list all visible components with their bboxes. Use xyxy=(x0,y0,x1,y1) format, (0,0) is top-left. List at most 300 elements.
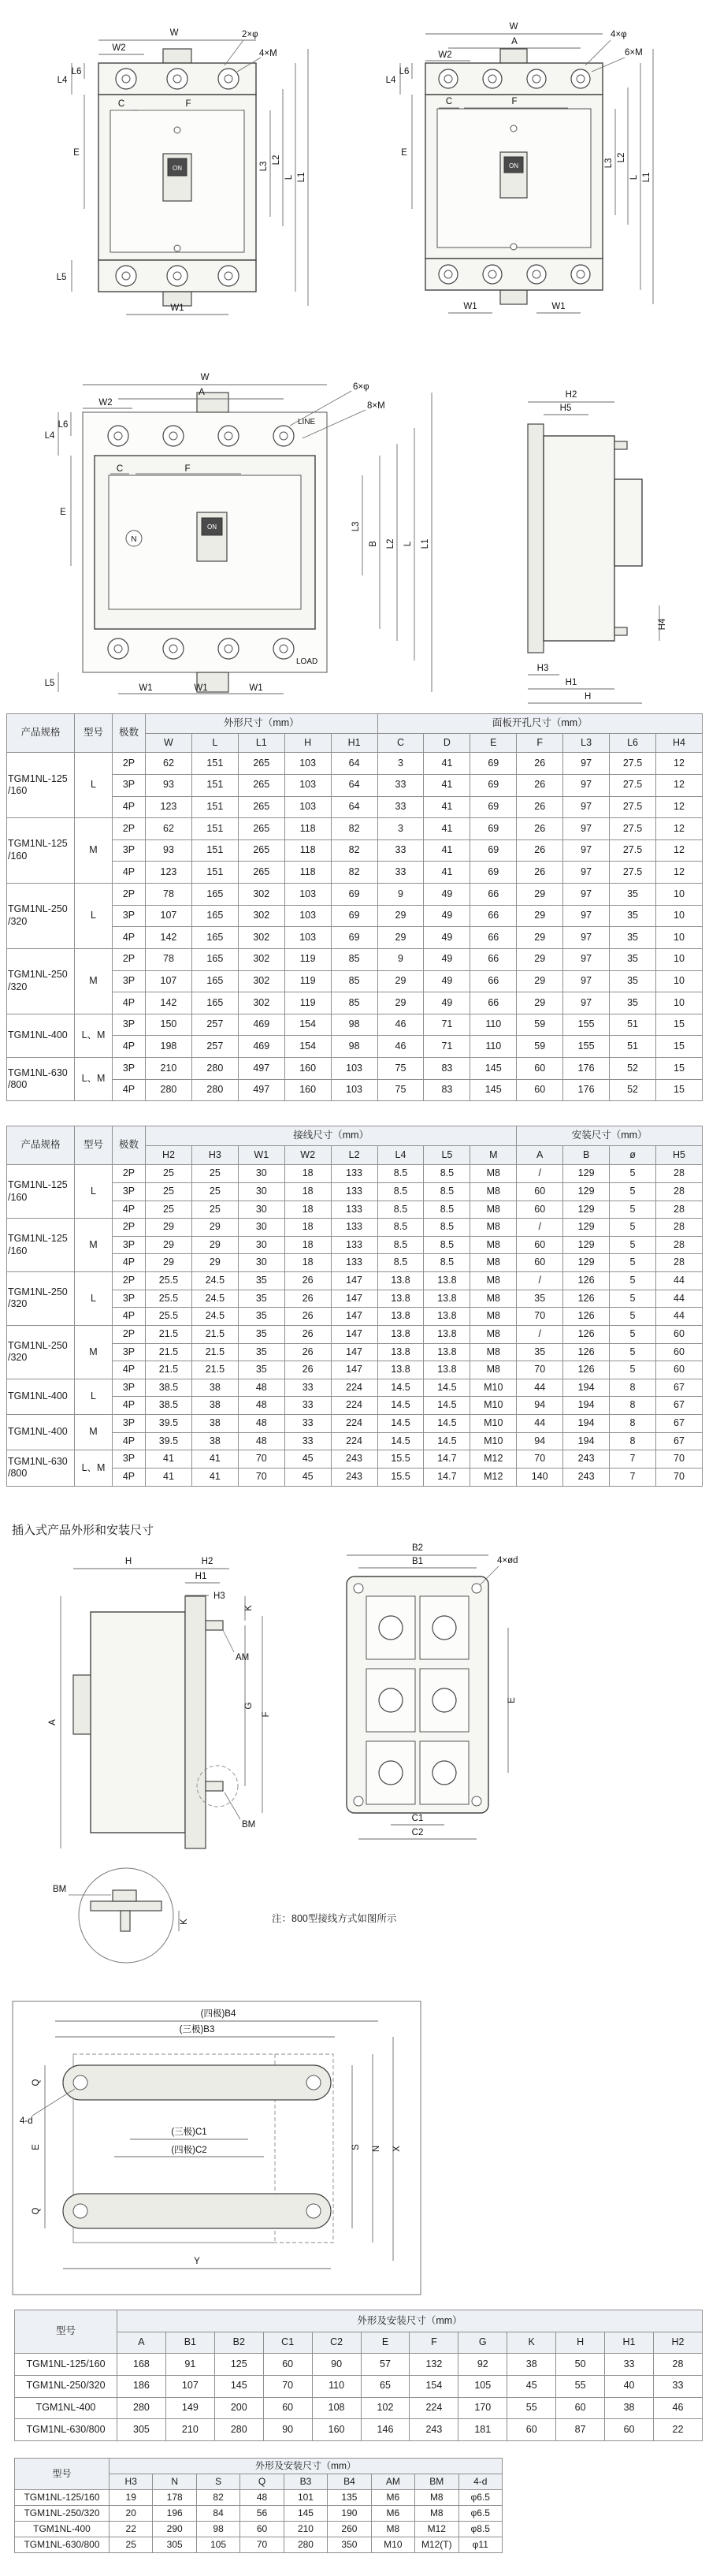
table-cell: 5 xyxy=(610,1201,656,1219)
dim-label-a: A xyxy=(48,1719,58,1725)
table-cell: 30 xyxy=(238,1219,284,1237)
table-cell: 190 xyxy=(328,2506,371,2522)
table-cell: 18 xyxy=(284,1165,331,1183)
poles-cell: 3P xyxy=(113,1182,146,1201)
table-cell: M8 xyxy=(470,1254,517,1272)
table-cell: 44 xyxy=(655,1290,702,1308)
table-cell: 75 xyxy=(377,1079,424,1101)
table-cell: 49 xyxy=(424,992,470,1014)
table-cell: 67 xyxy=(655,1397,702,1415)
table-cell: φ6.5 xyxy=(458,2490,503,2506)
table-cell: 25 xyxy=(146,1165,192,1183)
column-header: E xyxy=(361,2332,410,2354)
table-cell: 49 xyxy=(424,905,470,927)
table-cell: 64 xyxy=(331,753,377,775)
table-cell: 49 xyxy=(424,927,470,949)
table-cell: 13.8 xyxy=(377,1272,424,1290)
dim-label-f: F xyxy=(184,464,191,474)
dim-label-h2: H2 xyxy=(565,390,577,400)
table-cell: 8 xyxy=(610,1415,656,1433)
table-cell: 70 xyxy=(655,1450,702,1469)
table-cell: 59 xyxy=(517,1014,563,1036)
table-cell: 48 xyxy=(238,1415,284,1433)
table-cell: 133 xyxy=(331,1219,377,1237)
table-cell: 41 xyxy=(191,1468,238,1486)
column-header: H2 xyxy=(146,1145,192,1165)
operating-handle xyxy=(163,154,191,201)
table-cell: 119 xyxy=(284,970,331,992)
table-cell: 62 xyxy=(146,753,192,775)
table-cell: 147 xyxy=(331,1325,377,1343)
table-cell: 119 xyxy=(284,992,331,1014)
table-cell: 135 xyxy=(328,2490,371,2506)
column-header: 极数 xyxy=(113,1126,146,1165)
table-cell: 12 xyxy=(655,862,702,884)
table-cell: 10 xyxy=(655,948,702,970)
table-cell: 224 xyxy=(331,1415,377,1433)
product-spec-cell xyxy=(7,1219,75,1272)
table-cell: 33 xyxy=(653,2375,702,2397)
table-cell: 97 xyxy=(563,884,610,906)
table-cell: 35 xyxy=(238,1343,284,1361)
table-cell: 97 xyxy=(563,862,610,884)
table-cell: 280 xyxy=(284,2537,327,2553)
table-cell: 18 xyxy=(284,1236,331,1254)
table-cell: 22 xyxy=(653,2419,702,2441)
dim-label-l4: L4 xyxy=(44,431,55,441)
table-cell: 20 xyxy=(110,2506,153,2522)
table-cell: 15.5 xyxy=(377,1450,424,1469)
table-row xyxy=(15,2506,503,2522)
table-cell: 8.5 xyxy=(424,1182,470,1201)
table-cell: 18 xyxy=(284,1219,331,1237)
model-cell: TGM1NL-250/320 xyxy=(15,2506,110,2522)
product-spec-cell xyxy=(7,1014,75,1057)
poles-cell: 3P xyxy=(113,1290,146,1308)
table-cell: 97 xyxy=(563,970,610,992)
poles-cell: 3P xyxy=(113,1379,146,1397)
table-cell: 302 xyxy=(238,970,284,992)
table-cell: 84 xyxy=(196,2506,239,2522)
table-cell: 35 xyxy=(238,1308,284,1326)
table-cell: 154 xyxy=(410,2375,458,2397)
dim-label-c: C xyxy=(116,464,124,474)
table-cell: 133 xyxy=(331,1201,377,1219)
table-cell: 94 xyxy=(517,1432,563,1450)
table-cell: 46 xyxy=(377,1014,424,1036)
table-row xyxy=(7,1325,703,1343)
table-cell: 14.5 xyxy=(424,1432,470,1450)
dim-label-h: H xyxy=(124,1557,132,1566)
table-row xyxy=(7,884,703,906)
table-cell: 12 xyxy=(655,818,702,840)
table-cell: 12 xyxy=(655,774,702,796)
table-header-row xyxy=(15,2459,503,2474)
table-cell: 145 xyxy=(470,1058,517,1080)
table-cell: 60 xyxy=(655,1361,702,1379)
breaker-side-profile xyxy=(528,424,642,653)
poles-cell: 3P xyxy=(113,1058,146,1080)
dim-label-e: E xyxy=(401,148,407,158)
table-row xyxy=(7,1415,703,1433)
table-cell: 129 xyxy=(563,1236,610,1254)
table-cell: 93 xyxy=(146,839,192,862)
table-cell: M6 xyxy=(371,2490,414,2506)
model-cell: L xyxy=(75,1379,113,1414)
table-cell: 13.8 xyxy=(377,1361,424,1379)
table-cell: 85 xyxy=(331,948,377,970)
table-cell: 186 xyxy=(117,2375,166,2397)
poles-cell: 2P xyxy=(113,1272,146,1290)
table-cell: 103 xyxy=(284,796,331,818)
table-cell: M12(T) xyxy=(415,2537,458,2553)
table-cell: 129 xyxy=(563,1182,610,1201)
column-header: G xyxy=(458,2332,507,2354)
table-cell: 45 xyxy=(507,2375,556,2397)
table-cell: 69 xyxy=(470,839,517,862)
table-cell: 5 xyxy=(610,1182,656,1201)
table-cell: M12 xyxy=(470,1450,517,1469)
table-cell: 8 xyxy=(610,1432,656,1450)
table-cell: M10 xyxy=(470,1397,517,1415)
table-cell: 38 xyxy=(605,2397,654,2419)
table-cell: 66 xyxy=(470,927,517,949)
product-spec-line: TGM1NL-125 xyxy=(8,838,68,850)
table-cell: 194 xyxy=(563,1415,610,1433)
table-cell: 65 xyxy=(361,2375,410,2397)
holes-callout: 6×φ xyxy=(353,382,369,392)
table-cell: 90 xyxy=(312,2354,361,2376)
table-cell: 39.5 xyxy=(146,1432,192,1450)
table-cell: 103 xyxy=(284,927,331,949)
table-cell: 142 xyxy=(146,927,192,949)
dim-label-c1: C1 xyxy=(411,1814,424,1823)
holes-callout: 6×M xyxy=(625,48,643,58)
table-cell: M8 xyxy=(470,1308,517,1326)
table-cell: 9 xyxy=(377,884,424,906)
table-cell: 5 xyxy=(610,1343,656,1361)
model-cell: M xyxy=(75,1325,113,1379)
table-cell: 105 xyxy=(458,2375,507,2397)
table-cell: 305 xyxy=(117,2419,166,2441)
table-cell: 8.5 xyxy=(377,1182,424,1201)
dim-label-g: G xyxy=(244,1702,254,1710)
table-cell: 49 xyxy=(424,948,470,970)
column-header: C1 xyxy=(263,2332,312,2354)
table-cell: 5 xyxy=(610,1290,656,1308)
table-cell: 7 xyxy=(610,1468,656,1486)
table-cell: 71 xyxy=(424,1014,470,1036)
table-cell: 48 xyxy=(240,2490,284,2506)
table-cell: 26 xyxy=(284,1343,331,1361)
dim-label-w1: W1 xyxy=(139,683,153,693)
table-cell: 280 xyxy=(214,2419,263,2441)
table-cell: 48 xyxy=(238,1397,284,1415)
column-header: H5 xyxy=(655,1145,702,1165)
table-cell: 13.8 xyxy=(424,1325,470,1343)
poles-cell: 4P xyxy=(113,1254,146,1272)
column-header: L xyxy=(191,733,238,753)
table-cell: 13.8 xyxy=(377,1308,424,1326)
table-cell: 25 xyxy=(146,1201,192,1219)
table-cell: 165 xyxy=(191,927,238,949)
table-cell: 110 xyxy=(312,2375,361,2397)
table-cell: 60 xyxy=(517,1182,563,1201)
table-cell: 60 xyxy=(263,2354,312,2376)
column-header: B3 xyxy=(284,2474,327,2490)
table-cell: 60 xyxy=(263,2397,312,2419)
table-cell: 91 xyxy=(165,2354,214,2376)
table-cell: 165 xyxy=(191,884,238,906)
table-cell: 5 xyxy=(610,1272,656,1290)
table-cell: 103 xyxy=(284,905,331,927)
drawing-mounting-plate xyxy=(311,1541,532,1856)
table-cell: 25.5 xyxy=(146,1272,192,1290)
table-cell: 35 xyxy=(238,1361,284,1379)
table-cell: 19 xyxy=(110,2490,153,2506)
table-cell: M6 xyxy=(371,2506,414,2522)
model-cell: M xyxy=(75,1415,113,1450)
table-cell: 101 xyxy=(284,2490,327,2506)
dim-label-l: L xyxy=(629,174,639,181)
product-spec-line: TGM1NL-125 xyxy=(8,772,68,784)
table-cell: 118 xyxy=(284,839,331,862)
table-cell: 21.5 xyxy=(191,1325,238,1343)
table-cell: 69 xyxy=(331,884,377,906)
table-cell: 21.5 xyxy=(191,1343,238,1361)
table-cell: 151 xyxy=(191,796,238,818)
table-cell: 94 xyxy=(517,1397,563,1415)
column-header: BM xyxy=(415,2474,458,2490)
table-cell: 265 xyxy=(238,753,284,775)
column-header: A xyxy=(517,1145,563,1165)
table-cell: 70 xyxy=(238,1450,284,1469)
detail-circle xyxy=(53,1868,189,1963)
table-cell: 25 xyxy=(110,2537,153,2553)
dim-label-l2: L2 xyxy=(386,538,395,549)
table-cell: 224 xyxy=(331,1432,377,1450)
table-cell: 302 xyxy=(238,992,284,1014)
dim-label-l: L xyxy=(284,174,294,181)
table-cell: 147 xyxy=(331,1343,377,1361)
table-cell: 302 xyxy=(238,884,284,906)
line-terminal-label: LINE xyxy=(298,418,316,426)
table-cell: / xyxy=(517,1219,563,1237)
table-cell: 26 xyxy=(284,1361,331,1379)
table-cell: M8 xyxy=(415,2490,458,2506)
table-cell: 469 xyxy=(238,1014,284,1036)
dim-label-a: A xyxy=(511,37,518,47)
table-cell: 243 xyxy=(410,2419,458,2441)
holes-callout-4d: 4-d xyxy=(20,2116,33,2126)
table-cell: 64 xyxy=(331,774,377,796)
table-cell: 13.8 xyxy=(424,1272,470,1290)
table-cell: 103 xyxy=(284,884,331,906)
column-header: L3 xyxy=(563,733,610,753)
product-spec-line: /160 xyxy=(8,1191,28,1203)
dim-label-c2: C2 xyxy=(411,1828,424,1837)
product-spec-line: /320 xyxy=(8,981,28,992)
dim-label-e: E xyxy=(73,148,80,158)
table-cell: 71 xyxy=(424,1036,470,1058)
table-cell: 224 xyxy=(331,1397,377,1415)
poles-cell: 3P xyxy=(113,1236,146,1254)
table-cell: 123 xyxy=(146,796,192,818)
dim-label-h: H xyxy=(585,692,592,702)
table-row xyxy=(7,1165,703,1183)
table-header-row xyxy=(7,714,703,734)
model-cell: TGM1NL-250/320 xyxy=(15,2375,117,2397)
column-header: H1 xyxy=(331,733,377,753)
column-header: W1 xyxy=(238,1145,284,1165)
table-cell: 78 xyxy=(146,884,192,906)
product-spec-cell xyxy=(7,1450,75,1486)
table-cell: 224 xyxy=(331,1379,377,1397)
dim-label-c1: (三极)C1 xyxy=(171,2127,207,2137)
detail-label-bm: BM xyxy=(53,1885,67,1894)
table-cell: 41 xyxy=(424,839,470,862)
table-cell: 8.5 xyxy=(424,1236,470,1254)
table-cell: 82 xyxy=(331,862,377,884)
table-cell: 280 xyxy=(146,1079,192,1101)
table-cell: 8.5 xyxy=(424,1254,470,1272)
poles-cell: 4P xyxy=(113,1079,146,1101)
column-header: ø xyxy=(610,1145,656,1165)
holes-callout: 8×M xyxy=(367,401,385,411)
table-cell: 87 xyxy=(556,2419,605,2441)
table-cell: 46 xyxy=(377,1036,424,1058)
table-cell: 44 xyxy=(517,1415,563,1433)
table-cell: / xyxy=(517,1325,563,1343)
table-cell: 57 xyxy=(361,2354,410,2376)
table-cell: M8 xyxy=(470,1272,517,1290)
table-cell: M8 xyxy=(470,1236,517,1254)
table-cell: 38.5 xyxy=(146,1379,192,1397)
table-cell: 8.5 xyxy=(377,1201,424,1219)
table-cell: 165 xyxy=(191,970,238,992)
table-cell: 82 xyxy=(331,818,377,840)
table-cell: 66 xyxy=(470,970,517,992)
dim-label-l2: L2 xyxy=(617,152,626,163)
table-cell: 14.5 xyxy=(377,1379,424,1397)
table-cell: M8 xyxy=(470,1343,517,1361)
table-cell: 38 xyxy=(507,2354,556,2376)
dim-label-w2: W2 xyxy=(98,398,113,408)
poles-cell: 4P xyxy=(113,1468,146,1486)
model-cell: TGM1NL-630/800 xyxy=(15,2419,117,2441)
holes-callout: 4×φ xyxy=(611,30,627,39)
holes-callout: 2×φ xyxy=(242,30,258,39)
table-cell: 13.8 xyxy=(377,1325,424,1343)
table-row xyxy=(15,2537,503,2553)
table-cell: 35 xyxy=(610,884,656,906)
column-header: D xyxy=(424,733,470,753)
column-header: W2 xyxy=(284,1145,331,1165)
table-cell: 38.5 xyxy=(146,1397,192,1415)
table-cell: 147 xyxy=(331,1361,377,1379)
table-cell: 29 xyxy=(191,1236,238,1254)
table-cell: 66 xyxy=(470,992,517,1014)
dim-label-w: W xyxy=(169,28,179,38)
table-cell: 26 xyxy=(517,774,563,796)
table-cell: 14.5 xyxy=(424,1379,470,1397)
table-cell: 151 xyxy=(191,818,238,840)
table-cell: 64 xyxy=(331,796,377,818)
table-cell: M10 xyxy=(371,2537,414,2553)
model-cell: M xyxy=(75,1219,113,1272)
table-cell: 35 xyxy=(610,927,656,949)
table-cell: 12 xyxy=(655,839,702,862)
table-row xyxy=(7,1219,703,1237)
table-cell: 154 xyxy=(284,1014,331,1036)
table-cell: 35 xyxy=(517,1343,563,1361)
table-header-row xyxy=(15,2310,703,2332)
table-cell: 30 xyxy=(238,1182,284,1201)
column-header: B1 xyxy=(165,2332,214,2354)
product-spec-line: /320 xyxy=(8,1352,28,1364)
dim-label-n: N xyxy=(372,2145,381,2153)
table-cell: 60 xyxy=(605,2419,654,2441)
table-cell: 60 xyxy=(517,1058,563,1080)
table-cell: 5 xyxy=(610,1325,656,1343)
poles-cell: 2P xyxy=(113,818,146,840)
model-cell: L、M xyxy=(75,1450,113,1486)
table-cell: 10 xyxy=(655,905,702,927)
table-cell: 70 xyxy=(517,1450,563,1469)
dim-label-c: C xyxy=(117,99,125,109)
column-header: AM xyxy=(371,2474,414,2490)
column-header: 4-d xyxy=(458,2474,503,2490)
table-cell: 123 xyxy=(146,862,192,884)
product-spec-cell xyxy=(7,1415,75,1450)
dim-label-w: W xyxy=(509,22,518,32)
table-cell: M10 xyxy=(470,1415,517,1433)
table-cell: 200 xyxy=(214,2397,263,2419)
table-cell: 257 xyxy=(191,1014,238,1036)
column-header: L4 xyxy=(377,1145,424,1165)
column-header: H4 xyxy=(655,733,702,753)
poles-cell: 4P xyxy=(113,1432,146,1450)
table-cell: 168 xyxy=(117,2354,166,2376)
table-cell: M8 xyxy=(415,2506,458,2522)
poles-cell: 3P xyxy=(113,1343,146,1361)
poles-cell: 4P xyxy=(113,1397,146,1415)
table-cell: 280 xyxy=(191,1079,238,1101)
holes-callout: 4×ød xyxy=(497,1556,518,1565)
table-cell: 24.5 xyxy=(191,1308,238,1326)
table-cell: M8 xyxy=(470,1201,517,1219)
column-header: L1 xyxy=(238,733,284,753)
column-header: L6 xyxy=(610,733,656,753)
dim-label-b1: B1 xyxy=(411,1557,424,1566)
dim-label-w1: W1 xyxy=(194,683,208,693)
table-cell: 26 xyxy=(517,839,563,862)
table-cell: 25 xyxy=(146,1182,192,1201)
column-header: A xyxy=(117,2332,166,2354)
drawing-note: 注：800型接线方式如图所示 xyxy=(272,1913,397,1924)
table-cell: 14.5 xyxy=(424,1415,470,1433)
table-cell: 108 xyxy=(312,2397,361,2419)
dim-label-w1: W1 xyxy=(249,683,263,693)
brand-logo xyxy=(126,530,142,546)
table-cell: 119 xyxy=(284,948,331,970)
column-header: 极数 xyxy=(113,714,146,753)
table-cell: 69 xyxy=(470,818,517,840)
table-cell: 160 xyxy=(284,1079,331,1101)
table-row xyxy=(15,2354,703,2376)
table-cell: 22 xyxy=(110,2522,153,2537)
table-cell: 25 xyxy=(191,1182,238,1201)
